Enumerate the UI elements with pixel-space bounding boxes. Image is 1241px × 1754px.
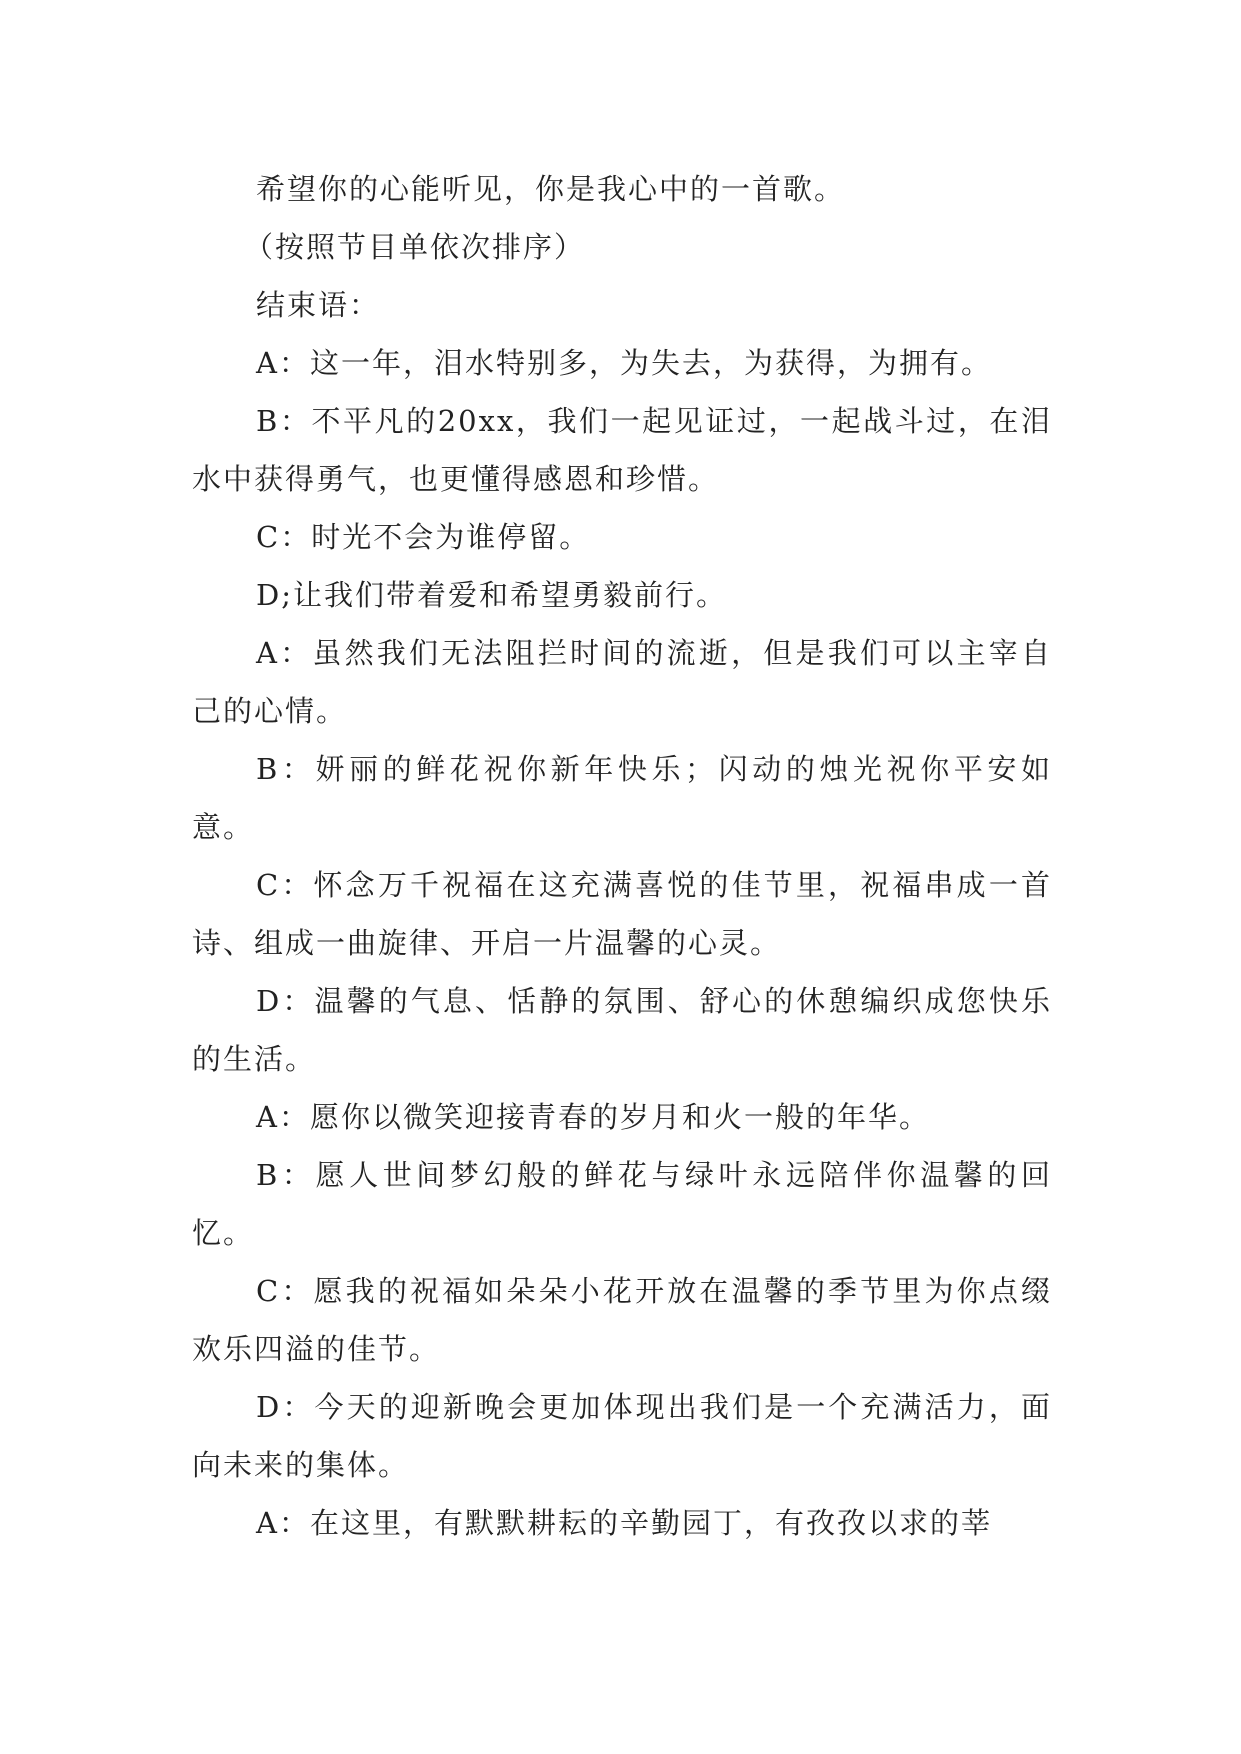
paragraph: A：这一年，泪水特别多，为失去，为获得，为拥有。 (256, 346, 992, 380)
paragraph: C：愿我的祝福如朵朵小花开放在温馨的季节里为你点缀欢乐四溢的佳节。 (192, 1274, 1052, 1366)
document-body (192, 160, 1052, 1552)
paragraph: A：愿你以微笑迎接青春的岁月和火一般的年华。 (256, 1100, 930, 1134)
paragraph: 结束语： (256, 288, 381, 322)
paragraph: C：时光不会为谁停留。 (256, 520, 591, 554)
paragraph: D：温馨的气息、恬静的氛围、舒心的休憩编织成您快乐的生活。 (192, 984, 1052, 1076)
paragraph: A：在这里，有默默耕耘的辛勤园丁，有孜孜以求的莘 (256, 1506, 992, 1540)
paragraph: 希望你的心能听见，你是我心中的一首歌。 (256, 172, 846, 206)
paragraph: A：虽然我们无法阻拦时间的流逝，但是我们可以主宰自己的心情。 (192, 636, 1052, 728)
paragraph: D;让我们带着爱和希望勇毅前行。 (256, 578, 728, 612)
paragraph: C：怀念万千祝福在这充满喜悦的佳节里，祝福串成一首诗、组成一曲旋律、开启一片温馨的心灵。 (192, 868, 1052, 960)
paragraph: D：今天的迎新晚会更加体现出我们是一个充满活力，面向未来的集体。 (192, 1390, 1052, 1482)
paragraph: （按照节目单依次排序） (244, 230, 586, 264)
paragraph: B：妍丽的鲜花祝你新年快乐；闪动的烛光祝你平安如意。 (192, 752, 1052, 844)
paragraph: B：愿人世间梦幻般的鲜花与绿叶永远陪伴你温馨的回忆。 (192, 1158, 1052, 1250)
paragraph: B：不平凡的20xx，我们一起见证过，一起战斗过，在泪水中获得勇气，也更懂得感恩和珍惜。 (192, 404, 1052, 496)
